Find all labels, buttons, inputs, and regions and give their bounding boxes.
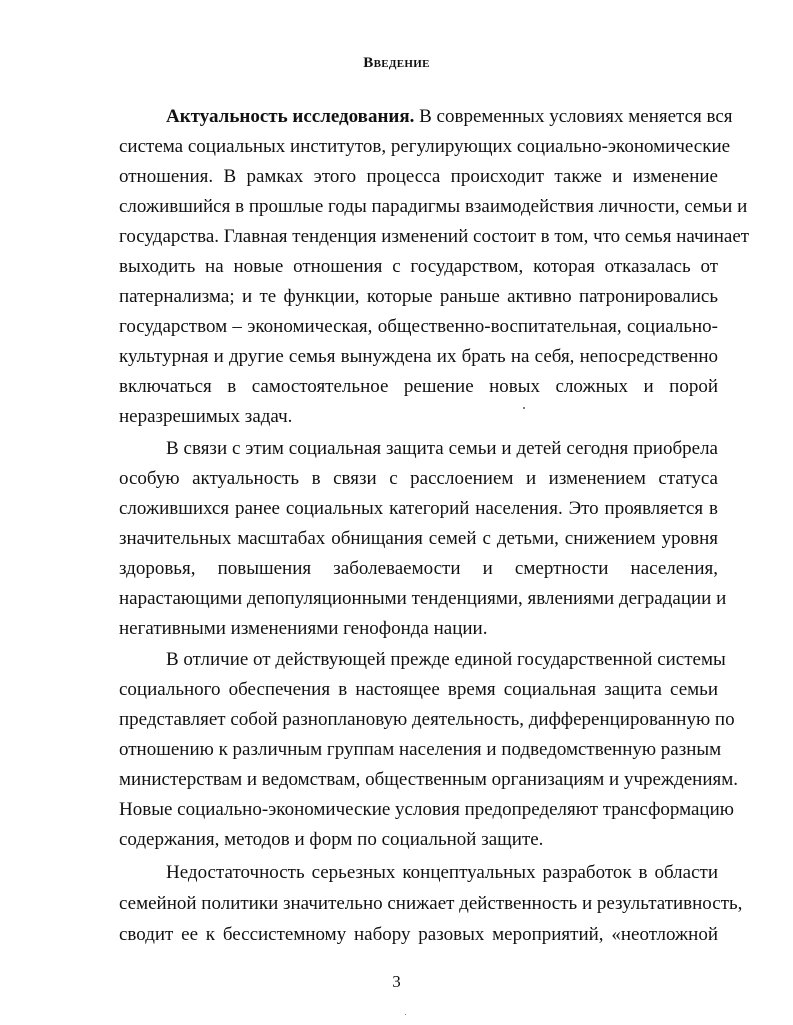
page-number: 3	[392, 972, 401, 991]
scan-speck	[523, 407, 525, 409]
scan-speck	[405, 1014, 406, 1015]
text-line: нарастающими депопуляционными тенденциями, явлениями деградации и	[119, 588, 727, 609]
text-line: министерствам и ведомствам, общественным организациям и учреждениям.	[119, 769, 739, 790]
text-line: представляет собой разноплановую деятельность, дифференцированную по	[119, 709, 735, 730]
text-line	[166, 106, 733, 128]
text-line: система социальных институтов, регулирующих социально-экономические	[119, 136, 731, 157]
text-line: негативными изменениями генофонда нации.	[119, 618, 488, 639]
text-line: патернализма; и те функции, которые раньше активно патронировались	[119, 286, 718, 307]
text-line: отношения. В рамках этого процесса происходит также и изменение	[119, 166, 718, 187]
text-line: сводит ее к бессистемному набору разовых мероприятий, «неотложной	[119, 924, 718, 945]
line-rest: В современных условиях меняется вся	[414, 106, 733, 127]
text-line: значительных масштабах обнищания семей с детьми, снижением уровня	[119, 528, 718, 549]
text-line: Недостаточность серьезных концептуальных разработок в области	[166, 862, 718, 883]
text-line: особую актуальность в связи с расслоением и изменением статуса	[119, 468, 718, 489]
text-line: социального обеспечения в настоящее время социальная защита семьи	[119, 679, 718, 700]
text-line: В отличие от действующей прежде единой государственной системы	[166, 649, 726, 670]
section-heading: Введение	[363, 55, 430, 71]
text-line: отношению к различным группам населения и подведомственную разным	[119, 739, 722, 760]
text-line: государства. Главная тенденция изменений состоит в том, что семья начинает	[119, 226, 750, 247]
text-line: семейной политики значительно снижает действенность и результативность,	[119, 893, 743, 914]
text-line: сложившихся ранее социальных категорий населения. Это проявляется в	[119, 498, 718, 519]
text-line: Новые социально-экономические условия предопределяют трансформацию	[119, 799, 734, 820]
text-line: включаться в самостоятельное решение новых сложных и порой	[119, 376, 718, 397]
text-line: В связи с этим социальная защита семьи и детей сегодня приобрела	[166, 438, 718, 459]
text-line: содержания, методов и форм по социальной защите.	[119, 829, 544, 850]
text-line: сложившийся в прошлые годы парадигмы взаимодействия личности, семьи и	[119, 196, 748, 217]
text-line: неразрешимых задач.	[119, 406, 293, 427]
text-line: культурная и другие семья вынуждена их брать на себя, непосредственно	[119, 346, 718, 367]
text-line: здоровья, повышения заболеваемости и смертности населения,	[119, 558, 718, 579]
text-line: государством – экономическая, общественно-воспитательная, социально-	[119, 316, 718, 337]
lead-phrase: Актуальность исследования.	[166, 106, 415, 127]
text-line: выходить на новые отношения с государством, которая отказалась от	[119, 256, 718, 277]
